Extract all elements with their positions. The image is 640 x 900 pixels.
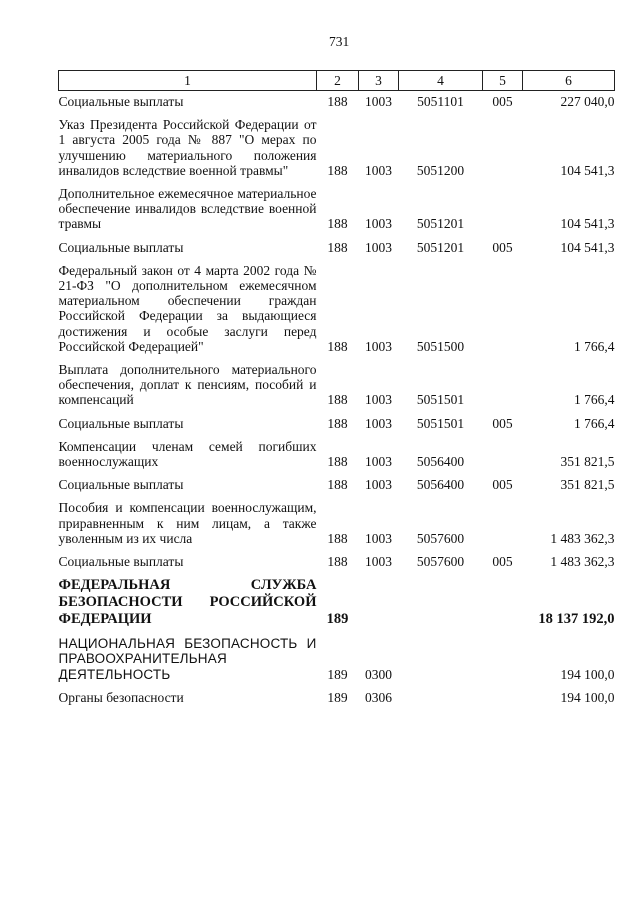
row-amount: 1 766,4 [574, 338, 615, 354]
row-target-code: 5057600 [416, 530, 465, 546]
row-ministry-code: 188 [327, 94, 348, 109]
row-expense-type: 005 [492, 239, 513, 255]
row-amount: 1 766,4 [574, 415, 615, 431]
row-amount: 1 766,4 [574, 392, 615, 408]
table-row [59, 232, 615, 255]
budget-table [58, 70, 615, 705]
row-name: Указ Президента Российской Федерации от 1 августа 2005 года № 887 "О мерах по улучшению материального положения инвалидов вследствие военной травмы" [58, 117, 317, 178]
row-target-code: 5051101 [417, 94, 464, 109]
table-row [59, 178, 615, 232]
table-row [59, 628, 615, 682]
row-target-code: 5051201 [416, 216, 465, 232]
row-expense-type [483, 628, 523, 682]
row-section-code: 0306 [365, 689, 392, 705]
table-row [59, 682, 615, 705]
row-section-code: 1003 [365, 530, 392, 546]
row-expense-type [483, 354, 523, 408]
row-section-code: 0300 [365, 666, 392, 682]
column-header-5: 5 [483, 71, 523, 91]
column-header-2: 2 [317, 71, 359, 91]
row-expense-type [483, 492, 523, 546]
row-target-code: 5057600 [416, 554, 465, 570]
row-ministry-code: 188 [327, 415, 348, 431]
row-expense-type [483, 569, 523, 628]
row-name: Социальные выплаты [58, 477, 184, 493]
row-target-code: 5051200 [416, 162, 465, 178]
column-header-1: 1 [59, 71, 317, 91]
row-target-code: 5051501 [416, 392, 465, 408]
table-row [59, 109, 615, 178]
row-ministry-code: 189 [327, 689, 348, 705]
row-amount: 351 821,5 [560, 454, 615, 470]
row-expense-type: 005 [492, 554, 513, 570]
table-row [59, 492, 615, 546]
column-header-6: 6 [523, 71, 615, 91]
row-name: НАЦИОНАЛЬНАЯ БЕЗОПАСНОСТЬ И ПРАВООХРАНИТЕЛЬНАЯ ДЕЯТЕЛЬНОСТЬ [58, 636, 317, 682]
row-ministry-code: 188 [327, 530, 348, 546]
row-target-code: 5051500 [416, 338, 465, 354]
row-name: Выплата дополнительного материального обеспечения, доплат к пенсиям, пособий и компенсаций [58, 362, 317, 408]
row-section-code: 1003 [365, 94, 392, 109]
table-row [59, 546, 615, 569]
table-row [59, 354, 615, 408]
column-header-3: 3 [359, 71, 399, 91]
row-ministry-code: 188 [327, 162, 348, 178]
row-expense-type: 005 [492, 415, 513, 431]
row-name: Социальные выплаты [58, 554, 184, 570]
row-ministry-code: 188 [327, 554, 348, 570]
table-row [59, 91, 615, 110]
row-name: Федеральный закон от 4 марта 2002 года № 21-ФЗ "О дополнительном ежемесячном материальном обеспечении граждан Российской Федерации за выдающиеся достижения и особые заслуги перед Российской Федерацией" [58, 262, 317, 354]
table-row [59, 255, 615, 354]
table-header-row [59, 71, 615, 91]
row-expense-type: 005 [492, 94, 513, 109]
row-name: Дополнительное ежемесячное материальное обеспечение инвалидов вследствие военной травмы [58, 186, 317, 232]
row-expense-type [483, 109, 523, 178]
row-name: Социальные выплаты [58, 415, 184, 431]
row-section-code: 1003 [365, 554, 392, 570]
row-ministry-code: 188 [327, 392, 348, 408]
row-name: Социальные выплаты [58, 239, 184, 255]
row-target-code: 5056400 [416, 477, 465, 493]
row-name: Органы безопасности [58, 689, 184, 705]
row-amount: 227 040,0 [560, 94, 615, 109]
row-section-code: 1003 [365, 216, 392, 232]
row-section-code: 1003 [365, 477, 392, 493]
row-amount: 351 821,5 [560, 477, 615, 493]
row-section-code: 1003 [365, 392, 392, 408]
row-expense-type [483, 255, 523, 354]
row-amount: 104 541,3 [560, 162, 615, 178]
row-ministry-code: 188 [327, 239, 348, 255]
row-target-code [399, 682, 483, 705]
row-section-code: 1003 [365, 454, 392, 470]
row-section-code: 1003 [365, 239, 392, 255]
table-row [59, 569, 615, 628]
row-expense-type [483, 178, 523, 232]
row-ministry-code: 189 [326, 611, 349, 628]
row-section-code [359, 569, 399, 628]
row-section-code: 1003 [365, 162, 392, 178]
row-name: Социальные выплаты [58, 94, 184, 109]
column-header-4: 4 [399, 71, 483, 91]
row-target-code: 5051201 [416, 239, 465, 255]
row-expense-type [483, 431, 523, 469]
row-target-code: 5056400 [416, 454, 465, 470]
row-amount: 104 541,3 [560, 216, 615, 232]
table-row [59, 431, 615, 469]
row-ministry-code: 188 [327, 216, 348, 232]
row-ministry-code: 188 [327, 338, 348, 354]
row-target-code [399, 628, 483, 682]
row-name: Компенсации членам семей погибших военнослужащих [58, 438, 317, 470]
row-amount: 194 100,0 [560, 666, 615, 682]
row-expense-type: 005 [492, 477, 513, 493]
row-ministry-code: 188 [327, 454, 348, 470]
page-number: 731 [329, 34, 350, 49]
row-expense-type [483, 682, 523, 705]
row-name: ФЕДЕРАЛЬНАЯ СЛУЖБА БЕЗОПАСНОСТИ РОССИЙСКОЙ ФЕДЕРАЦИИ [58, 577, 317, 628]
row-section-code: 1003 [365, 415, 392, 431]
row-ministry-code: 189 [327, 666, 348, 682]
row-amount: 1 483 362,3 [550, 530, 615, 546]
row-section-code: 1003 [365, 338, 392, 354]
table-row [59, 469, 615, 492]
row-amount: 1 483 362,3 [550, 554, 615, 570]
row-amount: 194 100,0 [560, 689, 615, 705]
row-target-code [399, 569, 483, 628]
row-target-code: 5051501 [416, 415, 465, 431]
row-name: Пособия и компенсации военнослужащим, приравненным к ним лицам, а также уволенным из их числа [58, 500, 317, 546]
table-row [59, 408, 615, 431]
row-amount: 104 541,3 [560, 239, 615, 255]
row-amount: 18 137 192,0 [538, 611, 615, 628]
row-ministry-code: 188 [327, 477, 348, 493]
